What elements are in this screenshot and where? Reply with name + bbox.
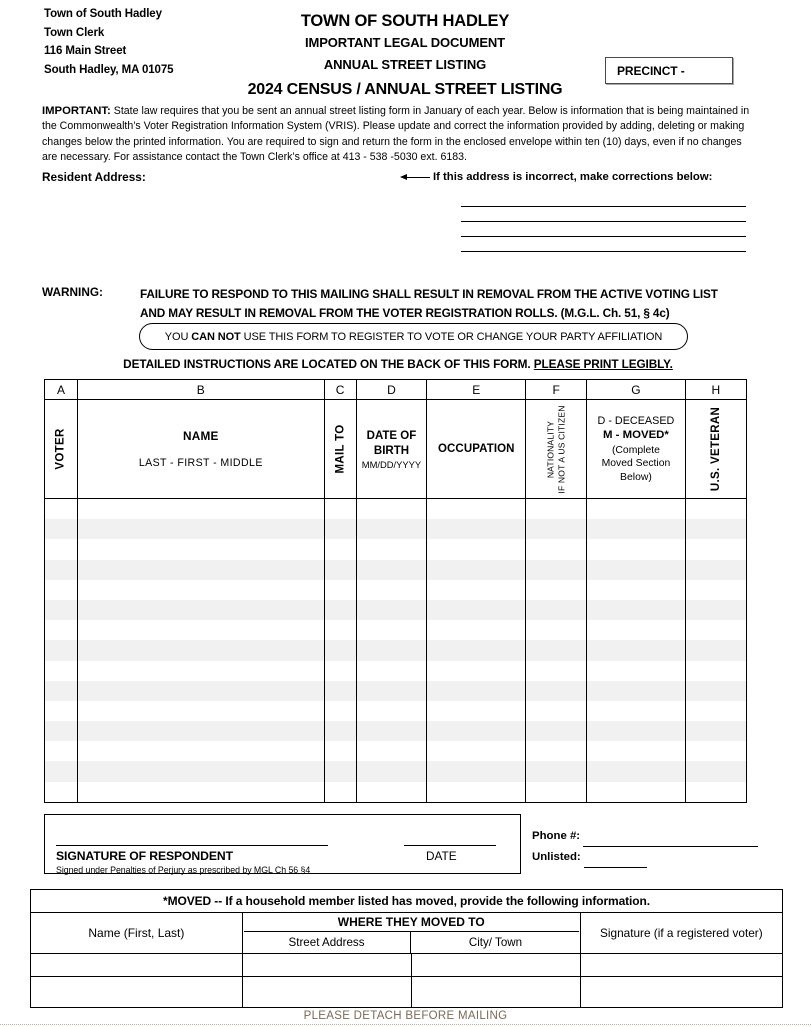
moved-table-title: *MOVED -- If a household member listed has moved, provide the following information.	[31, 890, 782, 913]
cannot-bold: CAN NOT	[191, 330, 241, 343]
column-letter-f: F	[526, 380, 587, 399]
table-cell[interactable]	[45, 782, 78, 802]
table-cell[interactable]	[686, 721, 746, 741]
table-cell[interactable]	[587, 761, 685, 781]
table-row[interactable]	[45, 721, 746, 741]
table-cell[interactable]	[357, 560, 428, 580]
table-cell[interactable]	[587, 661, 685, 681]
moved-header-street: Street Address	[243, 932, 411, 953]
moved-table-row[interactable]	[31, 954, 782, 977]
table-cell[interactable]	[587, 640, 685, 660]
table-cell[interactable]	[325, 721, 357, 741]
header-us-veteran-label: U.S. VETERAN	[709, 406, 722, 492]
table-cell[interactable]	[357, 620, 428, 640]
document-header	[0, 0, 811, 100]
moved-table-cell[interactable]	[243, 977, 412, 1007]
table-cell[interactable]	[686, 600, 746, 620]
table-cell[interactable]	[45, 519, 78, 539]
table-cell[interactable]	[427, 721, 526, 741]
table-cell[interactable]	[45, 600, 78, 620]
column-letter-a: A	[45, 380, 78, 399]
table-cell[interactable]	[78, 620, 325, 640]
table-cell[interactable]	[78, 782, 325, 802]
table-cell[interactable]	[427, 640, 526, 660]
table-row[interactable]	[45, 741, 746, 761]
table-cell[interactable]	[427, 519, 526, 539]
unlisted-label: Unlisted:	[532, 851, 581, 863]
phone-row	[532, 826, 758, 847]
header-dob-line1: DATE OF	[366, 429, 417, 442]
table-row[interactable]	[45, 640, 746, 660]
moved-header-signature: Signature (if a registered voter)	[600, 926, 763, 940]
table-cell[interactable]	[587, 741, 685, 761]
table-cell[interactable]	[357, 782, 428, 802]
table-cell[interactable]	[325, 519, 357, 539]
table-cell[interactable]	[45, 741, 78, 761]
table-cell[interactable]	[686, 560, 746, 580]
table-cell[interactable]	[45, 661, 78, 681]
moved-table-header-row	[31, 913, 782, 954]
column-letter-g: G	[587, 380, 685, 399]
moved-table-body	[31, 954, 782, 1007]
header-mail-to	[325, 400, 357, 498]
unlisted-input-line[interactable]	[584, 854, 647, 868]
table-cell[interactable]	[587, 499, 685, 519]
table-cell[interactable]	[686, 539, 746, 559]
correction-line[interactable]	[461, 192, 746, 207]
instructions-plain: DETAILED INSTRUCTIONS ARE LOCATED ON THE BACK OF THIS FORM.	[123, 357, 534, 371]
table-cell[interactable]	[45, 761, 78, 781]
table-cell[interactable]	[427, 661, 526, 681]
phone-block	[532, 826, 758, 868]
table-row[interactable]	[45, 620, 746, 640]
instructions-line	[42, 357, 754, 371]
moved-table-cell[interactable]	[31, 954, 243, 976]
table-cell[interactable]	[686, 519, 746, 539]
table-cell[interactable]	[587, 681, 685, 701]
table-cell[interactable]	[45, 539, 78, 559]
table-row[interactable]	[45, 661, 746, 681]
signature-box	[44, 814, 521, 874]
table-cell[interactable]	[357, 761, 428, 781]
table-cell[interactable]	[357, 721, 428, 741]
table-cell[interactable]	[325, 761, 357, 781]
header-nationality-line2: IF NOT A US CITIZEN	[556, 404, 567, 494]
important-notice	[42, 104, 754, 166]
table-cell[interactable]	[325, 681, 357, 701]
table-cell[interactable]	[686, 580, 746, 600]
moved-header-where	[243, 913, 581, 953]
table-cell[interactable]	[587, 539, 685, 559]
cannot-register-text	[165, 331, 663, 343]
phone-label: Phone #:	[532, 830, 581, 842]
header-voter	[45, 400, 78, 498]
table-cell[interactable]	[357, 600, 428, 620]
date-label: DATE	[426, 849, 457, 863]
date-input-line[interactable]	[404, 845, 496, 846]
table-cell[interactable]	[526, 519, 587, 539]
header-status-note1: (Complete	[611, 444, 660, 456]
moved-header-where-cols	[243, 932, 580, 953]
header-nationality-label	[546, 405, 567, 493]
table-cell[interactable]	[45, 721, 78, 741]
table-cell[interactable]	[686, 499, 746, 519]
return-address-line: South Hadley, MA 01075	[44, 63, 174, 76]
table-cell[interactable]	[427, 701, 526, 721]
column-letter-row	[45, 380, 746, 400]
table-cell[interactable]	[78, 701, 325, 721]
table-cell[interactable]	[325, 580, 357, 600]
census-table-body	[45, 499, 746, 802]
table-row[interactable]	[45, 539, 746, 559]
table-cell[interactable]	[526, 580, 587, 600]
table-cell[interactable]	[78, 560, 325, 580]
table-cell[interactable]	[78, 681, 325, 701]
table-cell[interactable]	[526, 681, 587, 701]
table-cell[interactable]	[427, 782, 526, 802]
cannot-pre: YOU	[164, 330, 192, 343]
table-cell[interactable]	[526, 620, 587, 640]
table-cell[interactable]	[526, 741, 587, 761]
return-address-line: Town of South Hadley	[44, 8, 162, 20]
unlisted-row	[532, 847, 758, 868]
table-cell[interactable]	[45, 560, 78, 580]
table-cell[interactable]	[526, 539, 587, 559]
table-cell[interactable]	[526, 701, 587, 721]
header-nationality-line1: NATIONALITY	[545, 420, 556, 478]
header-nationality	[526, 400, 587, 498]
table-cell[interactable]	[357, 519, 428, 539]
table-cell[interactable]	[526, 721, 587, 741]
table-cell[interactable]	[45, 580, 78, 600]
column-letter-d: D	[357, 380, 428, 399]
table-cell[interactable]	[526, 600, 587, 620]
table-cell[interactable]	[78, 640, 325, 660]
table-cell[interactable]	[78, 580, 325, 600]
table-cell[interactable]	[45, 620, 78, 640]
header-mail-to-label: MAIL TO	[334, 424, 347, 474]
table-cell[interactable]	[686, 661, 746, 681]
header-status-note2: Moved Section	[601, 458, 671, 470]
return-address-line: Town Clerk	[44, 26, 105, 39]
table-cell[interactable]	[587, 701, 685, 721]
table-cell[interactable]	[686, 761, 746, 781]
document-subtitle-listing: ANNUAL STREET LISTING	[323, 57, 487, 72]
column-letter-e: E	[427, 380, 526, 399]
table-cell[interactable]	[325, 701, 357, 721]
table-cell[interactable]	[78, 499, 325, 519]
correction-note-text: If this address is incorrect, make corrections below:	[433, 171, 713, 183]
header-occupation-label: OCCUPATION	[437, 443, 515, 455]
table-cell[interactable]	[45, 681, 78, 701]
table-cell[interactable]	[78, 721, 325, 741]
moved-table-cell[interactable]	[31, 977, 243, 1007]
table-cell[interactable]	[686, 782, 746, 802]
table-cell[interactable]	[526, 560, 587, 580]
table-row[interactable]	[45, 499, 746, 519]
table-cell[interactable]	[325, 560, 357, 580]
important-label: IMPORTANT:	[42, 105, 111, 117]
table-cell[interactable]	[357, 539, 428, 559]
correction-line[interactable]	[461, 222, 746, 237]
header-occupation	[427, 400, 526, 498]
header-moved-label: M - MOVED*	[603, 429, 669, 442]
detach-notice: PLEASE DETACH BEFORE MAILING	[303, 1010, 508, 1022]
moved-table-cell[interactable]	[243, 954, 412, 976]
table-row[interactable]	[45, 560, 746, 580]
table-cell[interactable]	[526, 761, 587, 781]
table-row[interactable]	[45, 681, 746, 701]
table-cell[interactable]	[325, 741, 357, 761]
table-cell[interactable]	[325, 499, 357, 519]
precinct-label: PRECINCT -	[617, 63, 685, 78]
table-cell[interactable]	[427, 539, 526, 559]
moved-header-where-title: WHERE THEY MOVED TO	[244, 913, 579, 932]
table-cell[interactable]	[526, 499, 587, 519]
cannot-post: USE THIS FORM TO REGISTER TO VOTE OR CHANGE YOUR PARTY AFFILIATION	[240, 330, 663, 343]
table-cell[interactable]	[78, 519, 325, 539]
table-cell[interactable]	[45, 640, 78, 660]
return-address-line: 116 Main Street	[44, 45, 127, 57]
moved-header-city: City/ Town	[468, 936, 523, 949]
warning-text	[140, 285, 755, 323]
header-dob-format: MM/DD/YYYY	[361, 458, 422, 470]
moved-table-cell[interactable]	[412, 954, 581, 976]
table-cell[interactable]	[587, 620, 685, 640]
table-cell[interactable]	[325, 620, 357, 640]
moved-table-row[interactable]	[31, 977, 782, 1007]
column-letter-b: B	[78, 380, 325, 399]
table-cell[interactable]	[587, 580, 685, 600]
table-cell[interactable]	[357, 741, 428, 761]
table-cell[interactable]	[357, 499, 428, 519]
table-cell[interactable]	[427, 499, 526, 519]
header-date-of-birth	[357, 400, 428, 498]
table-row[interactable]	[45, 600, 746, 620]
table-cell[interactable]	[427, 600, 526, 620]
header-status	[587, 400, 685, 498]
table-row[interactable]	[45, 782, 746, 802]
title-block	[215, 10, 595, 76]
header-deceased-label: D - DECEASED	[597, 414, 675, 427]
table-cell[interactable]	[427, 741, 526, 761]
table-cell[interactable]	[686, 701, 746, 721]
table-cell[interactable]	[427, 580, 526, 600]
return-address-block	[44, 5, 173, 79]
address-correction-lines[interactable]	[461, 192, 746, 252]
arrow-left-icon	[400, 173, 430, 182]
correction-line[interactable]	[461, 237, 746, 252]
header-voter-label: VOTER	[54, 428, 67, 470]
warning-line-1: FAILURE TO RESPOND TO THIS MAILING SHALL RESULT IN REMOVAL FROM THE ACTIVE VOTING LIST	[140, 287, 718, 301]
table-cell[interactable]	[587, 560, 685, 580]
table-row[interactable]	[45, 519, 746, 539]
correction-note	[400, 171, 712, 183]
signature-input-line[interactable]	[56, 845, 328, 846]
cannot-register-box	[139, 323, 688, 350]
correction-line[interactable]	[461, 207, 746, 222]
moved-table-cell[interactable]	[412, 977, 581, 1007]
header-status-note3: Below)	[620, 471, 652, 483]
table-cell[interactable]	[325, 661, 357, 681]
census-table	[44, 379, 747, 803]
resident-address-label: Resident Address:	[42, 170, 146, 184]
moved-table	[30, 889, 783, 1008]
table-cell[interactable]	[526, 782, 587, 802]
table-cell[interactable]	[357, 701, 428, 721]
detach-dotted-line	[0, 1024, 811, 1025]
table-cell[interactable]	[427, 761, 526, 781]
table-cell[interactable]	[587, 721, 685, 741]
column-header-row	[45, 400, 746, 499]
table-cell[interactable]	[526, 661, 587, 681]
table-row[interactable]	[45, 580, 746, 600]
precinct-box[interactable]	[605, 57, 733, 84]
table-cell[interactable]	[78, 539, 325, 559]
signature-label: SIGNATURE OF RESPONDENT	[56, 849, 233, 863]
census-title: 2024 CENSUS / ANNUAL STREET LISTING	[247, 81, 563, 98]
table-cell[interactable]	[78, 741, 325, 761]
table-cell[interactable]	[686, 640, 746, 660]
table-cell[interactable]	[78, 661, 325, 681]
signature-perjury-note: Signed under Penalties of Perjury as prescribed by MGL Ch 56 §4	[56, 865, 311, 875]
table-cell[interactable]	[325, 600, 357, 620]
document-subtitle-legal: IMPORTANT LEGAL DOCUMENT	[304, 35, 506, 50]
instructions-underline: PLEASE PRINT LEGIBLY.	[533, 357, 673, 371]
table-cell[interactable]	[325, 782, 357, 802]
table-cell[interactable]	[427, 620, 526, 640]
table-cell[interactable]	[45, 499, 78, 519]
table-row[interactable]	[45, 701, 746, 721]
table-cell[interactable]	[686, 620, 746, 640]
table-cell[interactable]	[357, 640, 428, 660]
table-cell[interactable]	[686, 681, 746, 701]
table-cell[interactable]	[686, 741, 746, 761]
table-cell[interactable]	[357, 681, 428, 701]
table-cell[interactable]	[587, 782, 685, 802]
table-cell[interactable]	[357, 661, 428, 681]
table-cell[interactable]	[587, 519, 685, 539]
header-us-veteran	[686, 400, 746, 498]
moved-table-cell[interactable]	[581, 954, 782, 976]
header-dob-line2: BIRTH	[373, 444, 410, 457]
table-cell[interactable]	[587, 600, 685, 620]
header-name	[78, 400, 325, 498]
document-title: TOWN OF SOUTH HADLEY	[300, 12, 510, 30]
table-cell[interactable]	[45, 701, 78, 721]
warning-line-2: AND MAY RESULT IN REMOVAL FROM THE VOTER REGISTRATION ROLLS. (M.G.L. Ch. 51, § 4c)	[140, 306, 670, 320]
column-letter-c: C	[325, 380, 357, 399]
table-cell[interactable]	[427, 681, 526, 701]
table-row[interactable]	[45, 761, 746, 781]
moved-table-cell[interactable]	[581, 977, 782, 1007]
table-cell[interactable]	[526, 640, 587, 660]
phone-input-line[interactable]	[583, 833, 758, 847]
table-cell[interactable]	[357, 580, 428, 600]
important-text: State law requires that you be sent an annual street listing form in January of each year. Below is information that is being maintained in the Commonwealth’s Voter Registration Information System (VRIS). Please update and correct the information provided by adding, deleting or making changes below the printed information. You are required to sign and return the form in the enclosed envelope within ten (10) days, even if no changes are necessary. For assistance contact the Town Clerk’s office at 413 - 538 -5030 ext. 6183.	[42, 105, 750, 164]
table-cell[interactable]	[427, 560, 526, 580]
moved-header-name: Name (First, Last)	[31, 913, 243, 953]
table-cell[interactable]	[325, 539, 357, 559]
header-name-title: NAME	[183, 429, 219, 443]
column-letter-h: H	[711, 382, 721, 397]
table-cell[interactable]	[78, 761, 325, 781]
header-name-sub: LAST - FIRST - MIDDLE	[138, 457, 263, 469]
table-cell[interactable]	[78, 600, 325, 620]
warning-label: WARNING:	[42, 285, 103, 299]
table-cell[interactable]	[325, 640, 357, 660]
